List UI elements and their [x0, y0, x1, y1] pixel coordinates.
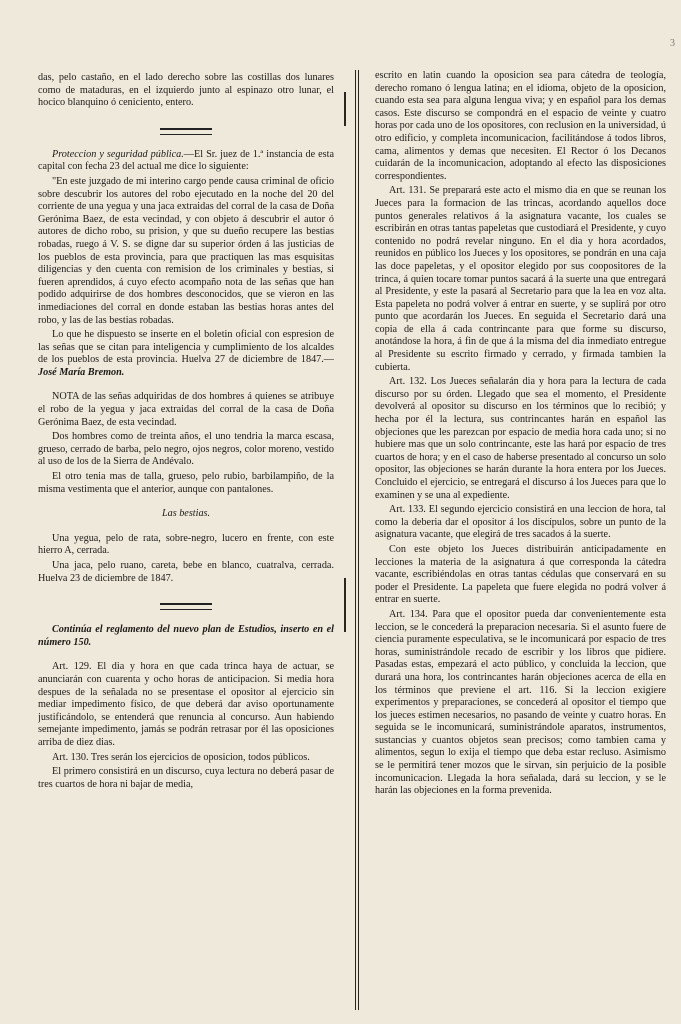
- paragraph: escrito en latin cuando la oposicion sea para cátedra de teología, derecho romano ó lengua latina; en el idioma, objeto de la oposicion, cuando esta sea para alguna lengua viva; y en español para los demas casos. Este discurso se compondrá en el espacio de veinte y cuatro horas por cada uno de los opositores, con reclusion en la universidad, ú otro edificio, y completa incomunicacion, facilitándose á todos libros, cama, alimentos y demas que necesiten. El Rector ó los Decanos cuidarán de la incomunicacion, adoptando al efecto las disposiciones correspondientes.: [375, 70, 666, 182]
- paragraph: El otro tenia mas de talla, grueso, pelo rubio, barbilampiño, de la misma vestimenta que el anterior, aunque con pantalones.: [38, 471, 334, 495]
- spacer: [38, 651, 334, 661]
- paragraph: Una jaca, pelo ruano, careta, bebe en blanco, cuatralva, cerrada. Huelva 23 de diciembre de 1847.: [38, 560, 334, 584]
- margin-mark: [344, 578, 346, 632]
- page-number: 3: [670, 38, 675, 49]
- paragraph: NOTA de las señas adquiridas de dos hombres á quienes se atribuye el robo de la yegua y jaca extraidas del corral de la casa de Doña Gerónima Baez, de esta vecindad.: [38, 391, 334, 428]
- section-separator: [160, 603, 212, 610]
- paragraph: El primero consistirá en un discurso, cuya lectura no deberá pasar de tres cuartos de hora ni bajar de media,: [38, 766, 334, 790]
- paragraph: Art. 133. El segundo ejercicio consistirá en una leccion de hora, tal como la deberia dar el opositor á los discípulos, sobre un punto de la asignatura vacante, que elegirá de tres sacados á la suerte.: [375, 504, 666, 541]
- margin-mark: [344, 92, 346, 126]
- paragraph: Continúa el reglamento del nuevo plan de Estudios, inserto en el número 150.: [38, 624, 334, 648]
- spacer: [38, 498, 334, 508]
- paragraph: Art. 130. Tres serán los ejercicios de oposicion, todos públicos.: [52, 751, 310, 763]
- spacer: [38, 523, 334, 533]
- column-divider: [355, 70, 359, 1010]
- paragraph: Una yegua, pelo de rata, sobre-negro, lucero en frente, con este hierro A, cerrada.: [38, 532, 334, 557]
- text-run: José María Bremon.: [38, 366, 125, 378]
- paragraph: das, pelo castaño, en el lado derecho sobre las costillas dos lunares como de mataduras, en el izquierdo junto al espinazo otro lunar, el hocico blanquino ó ceniciento, entero.: [38, 72, 334, 109]
- paragraph: Las bestias.: [161, 508, 211, 520]
- text-run: Proteccion y seguridad pública.: [52, 148, 184, 160]
- paragraph: Art. 131. Se preparará este acto el mismo dia en que se reunan los Jueces para la formacion de las trincas, acordando aquellos doce puntos generales relativos á la asignatura vacante, los cuales se escribirán en otras tantas papeletas que custodiará el Presidente, y cuyo contenido no podrá revelar ninguno. En el dia y hora acordados, reunidos en público los Jueces y los opositores, se pondrán en una caja las doce papeletas, y el opositor elegido por sus coopositores de la trinca, á quien tocare tomar puntos sacará á la suerte una que entregará al Presidente, y este la pasará al Secretario para que la lea en voz alta. Esta papeleta no podrá volver á entrar en suerte, y se suplirá por otro punto que acordarán los Jueces. En seguida el Secretario dará una copia de ella á cada contrincante para que forme su discurso, anotándose la hora, á fin de que á la misma del dia inmediato entregue al Presidente su escrito firmado y cerrado, y firmada tambien la cubierta.: [375, 185, 666, 373]
- text-run: Lo que he dispuesto se inserte en el boletin oficial con espresion de las señas que se citan para inteligencia y cumplimiento de los alcaldes de los pueblos de esta provincia. Huelva 27 de diciembre de 1847.—: [38, 329, 334, 366]
- spacer: [38, 381, 334, 391]
- paragraph: Art. 129. El dia y hora en que cada trinca haya de actuar, se anunciarán con cuarenta y ocho horas de anticipacion. Si media hora despues de la señalada no se presentase el opositor al ejercicio sin mediar impedimento físico, de que deberá dar aviso oportunamente justificándolo, se entenderá que renuncia al concurso. Aun habiendo semejante impedimento, jamás se podrán retrasar por él las oposiciones arriba de diez dias.: [38, 661, 334, 748]
- paragraph: [38, 329, 334, 379]
- left-column: [38, 72, 334, 1007]
- paragraph: Art. 132. Los Jueces señalarán dia y hora para la lectura de cada discurso por su órden. Llegado que sea el momento, el Presidente devolverá al opositor su discurso en los términos que lo recibió; y hecha por él la lectura, sus contrincantes harán en español las objeciones que les parezcan por espacio de media hora cada uno; si no hubiere mas que un solo contrincante, este las hará por espacio de tres cuartos de hora; y en el caso de haberse presentado al concurso un solo opositor, las objeciones se harán durante la hora entera por los Jueces. Concluido el ejercicio, se entregará el discurso á los Jueces para que lo examinen y se una al expediente.: [375, 376, 666, 501]
- paragraph: [38, 149, 334, 174]
- paragraph: Con este objeto los Jueces distribuirán anticipadamente en lecciones la materia de la asignatura á que corresponda la cátedra vacante, escribiéndolas en otras tantas cédulas que conservará en su poder el Presidente. La papeleta que fuere elegida no podrá volver á entrar en suerte.: [375, 543, 666, 606]
- paragraph: Dos hombres como de treinta años, el uno tendria la marca escasa, grueso, cerrado de barba, pelo negro, ojos negros, color moreno, vestido al uso de los de la Sierra de Andévalo.: [38, 431, 334, 468]
- paragraph: Art. 134. Para que el opositor pueda dar convenientemente esta leccion, se le concederá la preparacion necesaria. Si el asunto fuere de ciencia puramente especulativa, se le incomunicará por espacio de tres horas, suministrándole recado de escribir y los libros que pidiere. Pasadas estas, empezará el acto público, y concluida la leccion, que durará una hora, los contrincantes harán objeciones acerca de ella en los términos que previene el art. 116. Si la leccion exigiere experimentos y preparaciones, se concederá al opositor el tiempo que los jueces estimen necesarios, no pasando de veinte y cuatro horas. En seguida se le incomunicará, suministrándole aparatos, instrumentos, sustancias y cuantos objetos sean precisos; como tambien cama y alimentos, segun lo exija el tiempo que deba estar recluso. Asimismo se le permitirá tener mozos que le sirvan, sin perjuicio de la posible incomunicacion. Llegada la hora señalada, dará su leccion, y se le harán las objeciones en la forma prevenida.: [375, 608, 666, 797]
- text-run: —El Sr. juez de 1.ª instancia de esta capital con fecha 23 del actual me dice lo siguiente:: [38, 148, 334, 173]
- right-column: [375, 70, 666, 1005]
- paragraph: "En este juzgado de mi interino cargo pende causa criminal de oficio sobre descubrir los autores del robo ejecutado en la noche del 20 del corriente de una yegua y una jaca extraidas del corral de la casa de Doña Gerónima Baez, de esta vecindad, y con objeto á descubrir el autor ó autores de dicho robo, su prision, y que su dueño recupere las bestias robadas, ruego á V. S. se digne dar su superior órden á las justicias de los pueblos de esta provincia, para que practiquen las mas esquisitas diligencias y den cuenta con remision de los criminales y bestias, si fueren aprendidos, á cuyo efecto acompaño nota de las señas que han podido adquirirse de dos hombres desconocidos, que se vieron en las inmediaciones del corral en donde estaban las bestias horas antes del robo, y las de las bestias robadas.: [38, 175, 334, 326]
- section-separator: [160, 128, 212, 135]
